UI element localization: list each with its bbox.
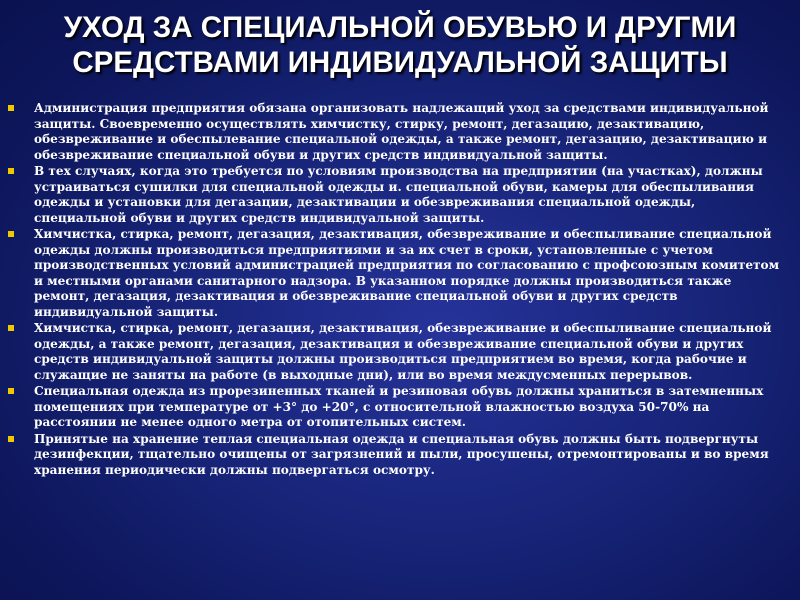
- bullet-text: В тех случаях, когда это требуется по условиям производства на предприятии (на участках), должны устраиваться сушилки для специальной одежды и. специальной обуви, камеры для обеспыливания одежды и установки для дегазации, дезактивации и обезвреживания специальной одежды, специальной обуви и других средств индивидуальной защиты.: [34, 164, 763, 225]
- square-bullet-icon: [8, 325, 14, 331]
- bullet-item: [8, 321, 780, 383]
- square-bullet-icon: [8, 168, 14, 174]
- slide-title-line: УХОД ЗА СПЕЦИАЛЬНОЙ ОБУВЬЮ И ДРУГМИ: [63, 11, 737, 44]
- bullet-text: Администрация предприятия обязана организовать надлежащий уход за средствами индивидуальной защиты. Своевременно осуществлять химчистку, стирку, ремонт, дегазацию, дезактивацию, обезвреживание и обеспылевание специальной одежды, а также ремонт, дегазацию, дезактивацию и обезвреживание специальной обуви и других средств индивидуальной защиты.: [34, 101, 769, 162]
- bullet-item: [8, 164, 780, 226]
- slide-title: [20, 10, 780, 80]
- square-bullet-icon: [8, 231, 14, 237]
- bullet-item: [8, 227, 780, 320]
- bullet-text: Специальная одежда из прорезиненных тканей и резиновая обувь должны храниться в затемненных помещениях при температуре от +3° до +20°, с относительной влажностью воздуха 50-70% на расстоянии не менее одного метра от отопительных систем.: [34, 384, 764, 429]
- bullet-item: [8, 101, 780, 163]
- slide-title-line: СРЕДСТВАМИ ИНДИВИДУАЛЬНОЙ ЗАЩИТЫ: [72, 46, 728, 79]
- bullet-list: [8, 101, 780, 479]
- bullet-text: Химчистка, стирка, ремонт, дегазация, дезактивация, обезвреживание и обеспыливание специальной одежды должны производиться предприятиями и за их счет в сроки, установленные с учетом производственных условий администрацией предприятия по согласованию с профсоюзным комитетом и местными органами санитарного надзора. В указанном порядке должны производиться также ремонт, дегазация, дезактивация и обезвреживание специальной обуви и других средств индивидуальной защиты.: [34, 227, 780, 319]
- bullet-text: Принятые на хранение теплая специальная одежда и специальная обувь должны быть подвергнуты дезинфекции, тщательно очищены от загрязнений и пыли, просушены, отремонтированы и во время хранения периодически должны подвергаться осмотру.: [34, 431, 769, 477]
- square-bullet-icon: [8, 105, 14, 111]
- square-bullet-icon: [8, 436, 14, 442]
- bullet-text: Химчистка, стирка, ремонт, дегазация, дезактивация, обезвреживание и обеспыливание специальной одежды, а также ремонт, дегазация, дезактивация и обезвреживание специальной обуви и других средств индивидуальной защиты должны производиться предприятием во время, когда рабочие и служащие не заняты на работе (в выходные дни), или во время междусменных перерывов.: [34, 321, 772, 382]
- square-bullet-icon: [8, 388, 14, 394]
- bullet-item: [8, 432, 780, 479]
- bullet-item: [8, 384, 780, 431]
